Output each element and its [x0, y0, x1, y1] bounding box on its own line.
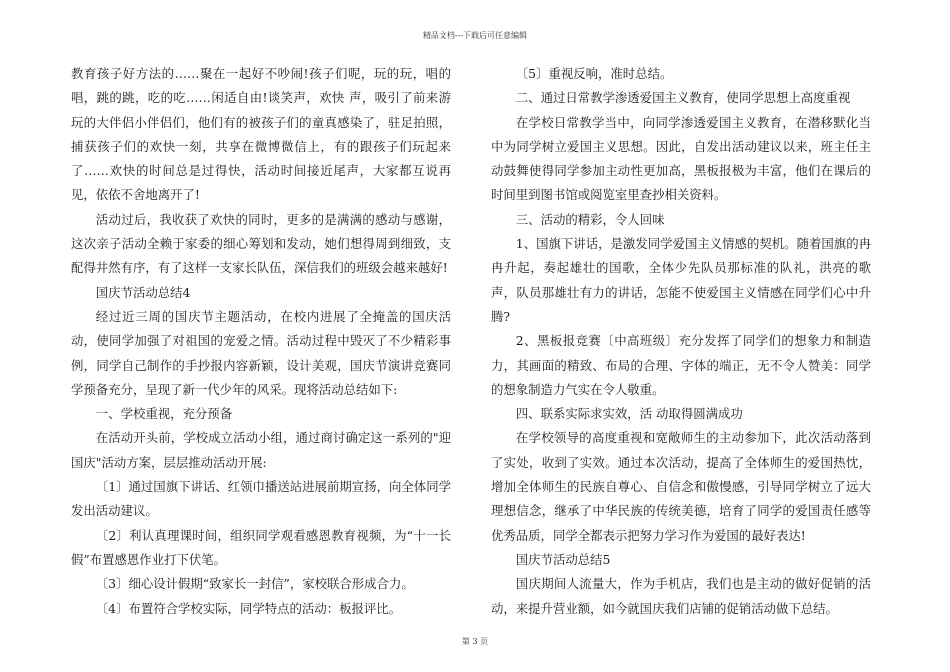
paragraph: 经过近三周的国庆节主题活动，在校内进展了全掩盖的国庆活动，使同学加强了对祖国的宠爱之情。活动过程中毁灭了不少精彩事例，同学自己制作的手抄报内容新颖，设计美观，国庆节演讲竞赛同学预备充分，呈现了新一代少年的风采。现将活动总结如下: — [71, 308, 451, 397]
list-item: 〔2〕利认真理课时间，组织同学观看感恩教育视频，为“十一长假”布置感恩作业打下伏笔。 — [71, 527, 451, 567]
section-heading: 二、通过日常教学渗透爱国主义教育，使同学思想上高度重视 — [515, 90, 851, 106]
right-column — [491, 62, 871, 621]
page-header: 精品文档---下载后可任意编辑 — [422, 31, 528, 40]
section-heading: 四、联系实际求实效，活 动取得圆满成功 — [515, 406, 743, 422]
list-item: 〔3〕细心设计假期“致家长一封信”，家校联合形成合力。 — [95, 576, 414, 592]
list-item: 〔5〕重视反响，准时总结。 — [515, 66, 673, 81]
paragraph: 在活动开头前，学校成立活动小组，通过商讨确定这一系列的"迎国庆"活动方案，层层推动活动开展: — [71, 430, 451, 470]
page-number: 第 3 页 — [461, 637, 489, 646]
list-item: 〔1〕通过国旗下讲话、红领巾播送站进展前期宣扬，向全体同学发出活动建议。 — [71, 479, 451, 519]
paragraph: 活动过后，我收获了欢快的同时，更多的是满满的感动与感谢，这次亲子活动全赖于家委的细心筹划和发动，她们想得周到细致，支配得井然有序，有了这样一支家长队伍，深信我们的班级会越来越好! — [71, 211, 451, 276]
section-heading: 三、活动的精彩，令人回味 — [515, 211, 665, 227]
paragraph: 2、黑板报竞赛〔中高班级〕充分发挥了同学们的想象力和制造力，其画面的精致、布局的合理、字体的端正，无不令人赞美：同学的想象制造力气实在令人敬重。 — [491, 333, 871, 397]
section-heading: 国庆节活动总结5 — [515, 551, 611, 567]
paragraph: 国庆期间人流量大，作为手机店，我们也是主动的做好促销的活动，来提升营业额，如今就国庆我们店铺的促销活动做下总结。 — [491, 576, 871, 616]
paragraph: 在学校领导的高度重视和宽敞师生的主动参加下，此次活动落到了实处，收到了实效。通过本次活动，提高了全体师生的爱国热忱，增加全体师生的民族自尊心、自信念和傲慢感，引导同学树立了远大理想信念，继承了中华民族的传统美德，培育了同学的爱国责任感等优秀品质，同学全都表示把努力学习作为爱国的最好表达! — [491, 430, 871, 543]
left-column — [71, 62, 451, 621]
section-heading: 国庆节活动总结4 — [95, 284, 191, 300]
paragraph: 教育孩子好方法的……聚在一起好不吵闹!孩子们呢，玩的玩，唱的唱，跳的跳，吃的吃……闲适自由!谈笑声，欢快 声，吸引了前来游玩的大伴侣小伴侣们，他们有的被孩子们的童真感染了，驻足拍照，捕获孩子们的欢快一刻，共享在微博微信上，有的跟孩子们玩起来了……欢快的时间总是过得快，活动时间接近尾声，大家都互说再见，依依不舍地离开了! — [71, 66, 451, 203]
section-heading: 一、学校重视，充分预备 — [95, 406, 233, 422]
paragraph: 1、国旗下讲话，是激发同学爱国主义情感的契机。随着国旗的冉冉升起，奏起雄壮的国歌，全体少先队员那标准的队礼，洪亮的歌声，队员那雄壮有力的讲话，怎能不使爱国主义情感在同学们心中升腾? — [491, 236, 871, 324]
list-item: 〔4〕布置符合学校实际，同学特点的活动：板报评比。 — [95, 600, 402, 616]
paragraph: 在学校日常教学当中，向同学渗透爱国主义教育，在潜移默化当中为同学树立爱国主义思想。因此，自发出活动建议以来，班主任主动鼓舞使得同学参加主动性更加高，黑板报极为丰富，他们在课后的时间里到图书馆或阅览室里查抄相关资料。 — [491, 114, 871, 203]
